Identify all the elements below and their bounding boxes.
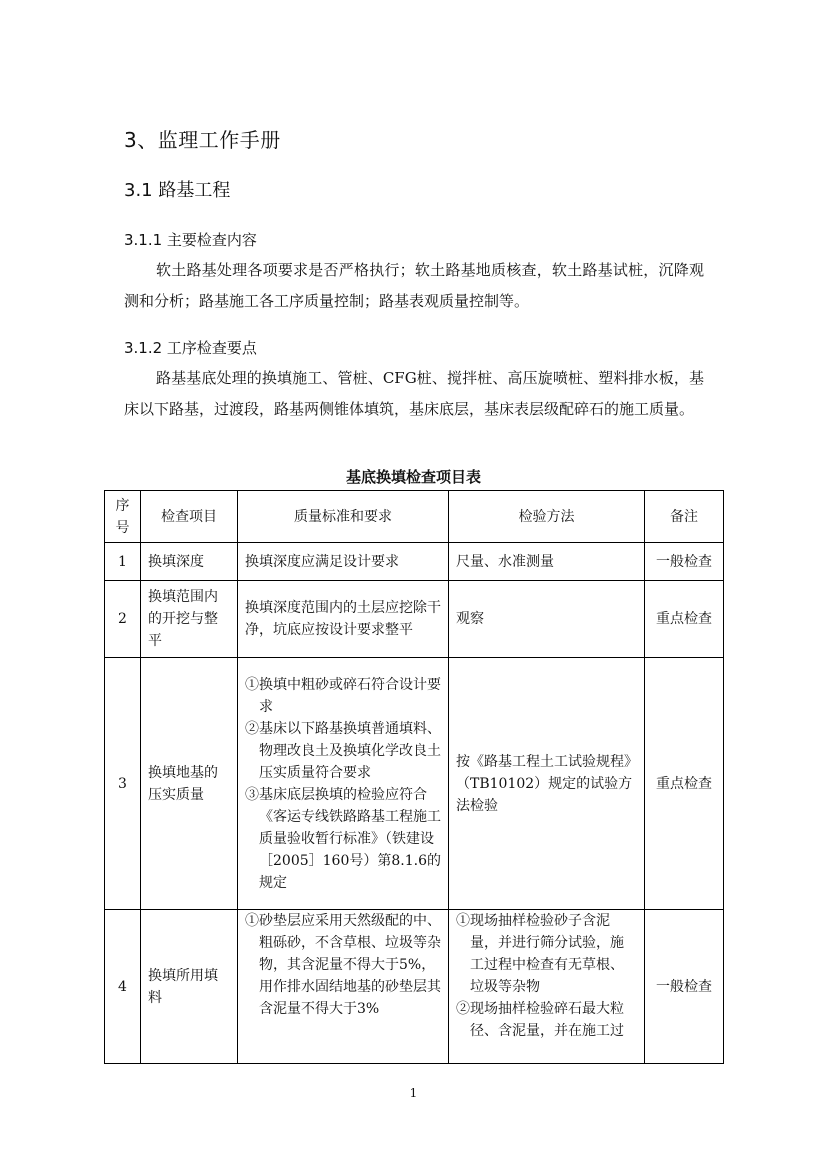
cell-standard: 换填深度范围内的土层应挖除干净，坑底应按设计要求整平 (238, 581, 449, 658)
cell-item: 换填范围内的开挖与整平 (141, 581, 238, 658)
heading-section: 3.1 路基工程 (124, 180, 231, 201)
list-item: ②基床以下路基换填普通填料、物理改良土及换填化学改良土压实质量符合要求 (245, 720, 441, 781)
list-item: ②现场抽样检验碎石最大粒径、含泥量，并在施工过 (456, 1001, 624, 1039)
cell-no: 1 (105, 543, 141, 581)
list-item: ③基床底层换填的检验应符合《客运专线铁路路基工程施工质量验收暂行标准》（铁建设［2005］160号）第8.1.6的规定 (245, 786, 441, 891)
heading-subsection-process-points: 3.1.2 工序检查要点 (124, 339, 257, 357)
page-number: 1 (409, 1086, 418, 1100)
cell-item: 换填地基的压实质量 (141, 658, 238, 910)
heading-subsection-main-inspection: 3.1.1 主要检查内容 (124, 231, 257, 249)
heading-chapter: 3、监理工作手册 (124, 128, 281, 152)
cell-standard (238, 910, 449, 1064)
standard-list (245, 910, 441, 1020)
table-row (105, 658, 724, 910)
table-row (105, 581, 724, 658)
header-item: 检查项目 (141, 491, 238, 543)
cell-method (449, 910, 645, 1064)
standard-list (245, 674, 441, 894)
list-item: ①换填中粗砂或碎石符合设计要求 (245, 676, 441, 715)
cell-method: 观察 (449, 581, 645, 658)
paragraph-process-points: 路基基底处理的换填施工、管桩、CFG桩、搅拌桩、高压旋喷桩、塑料排水板，基床以下路基，过渡段，路基两侧锥体填筑，基床底层，基床表层级配碎石的施工质量。 (124, 369, 704, 418)
header-note: 备注 (645, 491, 724, 543)
table-row (105, 910, 724, 1064)
table-header-row (105, 491, 724, 543)
cell-standard (238, 658, 449, 910)
cell-method: 尺量、水准测量 (449, 543, 645, 581)
cell-no: 3 (105, 658, 141, 910)
cell-note: 重点检查 (645, 581, 724, 658)
method-list (456, 910, 637, 1042)
table-caption: 基底换填检查项目表 (345, 468, 481, 486)
cell-item: 换填深度 (141, 543, 238, 581)
cell-note: 重点检查 (645, 658, 724, 910)
cell-standard: 换填深度应满足设计要求 (238, 543, 449, 581)
header-standard: 质量标准和要求 (238, 491, 449, 543)
list-item: ①现场抽样检验砂子含泥量，并进行筛分试验，施工过程中检查有无草根、垃圾等杂物 (456, 913, 624, 995)
table-row (105, 543, 724, 581)
header-no: 序号 (105, 491, 141, 543)
cell-no: 4 (105, 910, 141, 1064)
list-item: ①砂垫层应采用天然级配的中、粗砾砂，不含草根、垃圾等杂物，其含泥量不得大于5%，用作排水固结地基的砂垫层其含泥量不得大于3% (245, 913, 441, 1017)
cell-no: 2 (105, 581, 141, 658)
cell-item: 换填所用填料 (141, 910, 238, 1064)
inspection-table (104, 490, 724, 1064)
header-method: 检验方法 (449, 491, 645, 543)
paragraph-main-inspection: 软土路基处理各项要求是否严格执行；软土路基地质核查，软土路基试桩，沉降观测和分析；路基施工各工序质量控制；路基表观质量控制等。 (124, 261, 704, 310)
cell-method: 按《路基工程土工试验规程》（TB10102）规定的试验方法检验 (449, 658, 645, 910)
cell-note: 一般检查 (645, 910, 724, 1064)
cell-note: 一般检查 (645, 543, 724, 581)
